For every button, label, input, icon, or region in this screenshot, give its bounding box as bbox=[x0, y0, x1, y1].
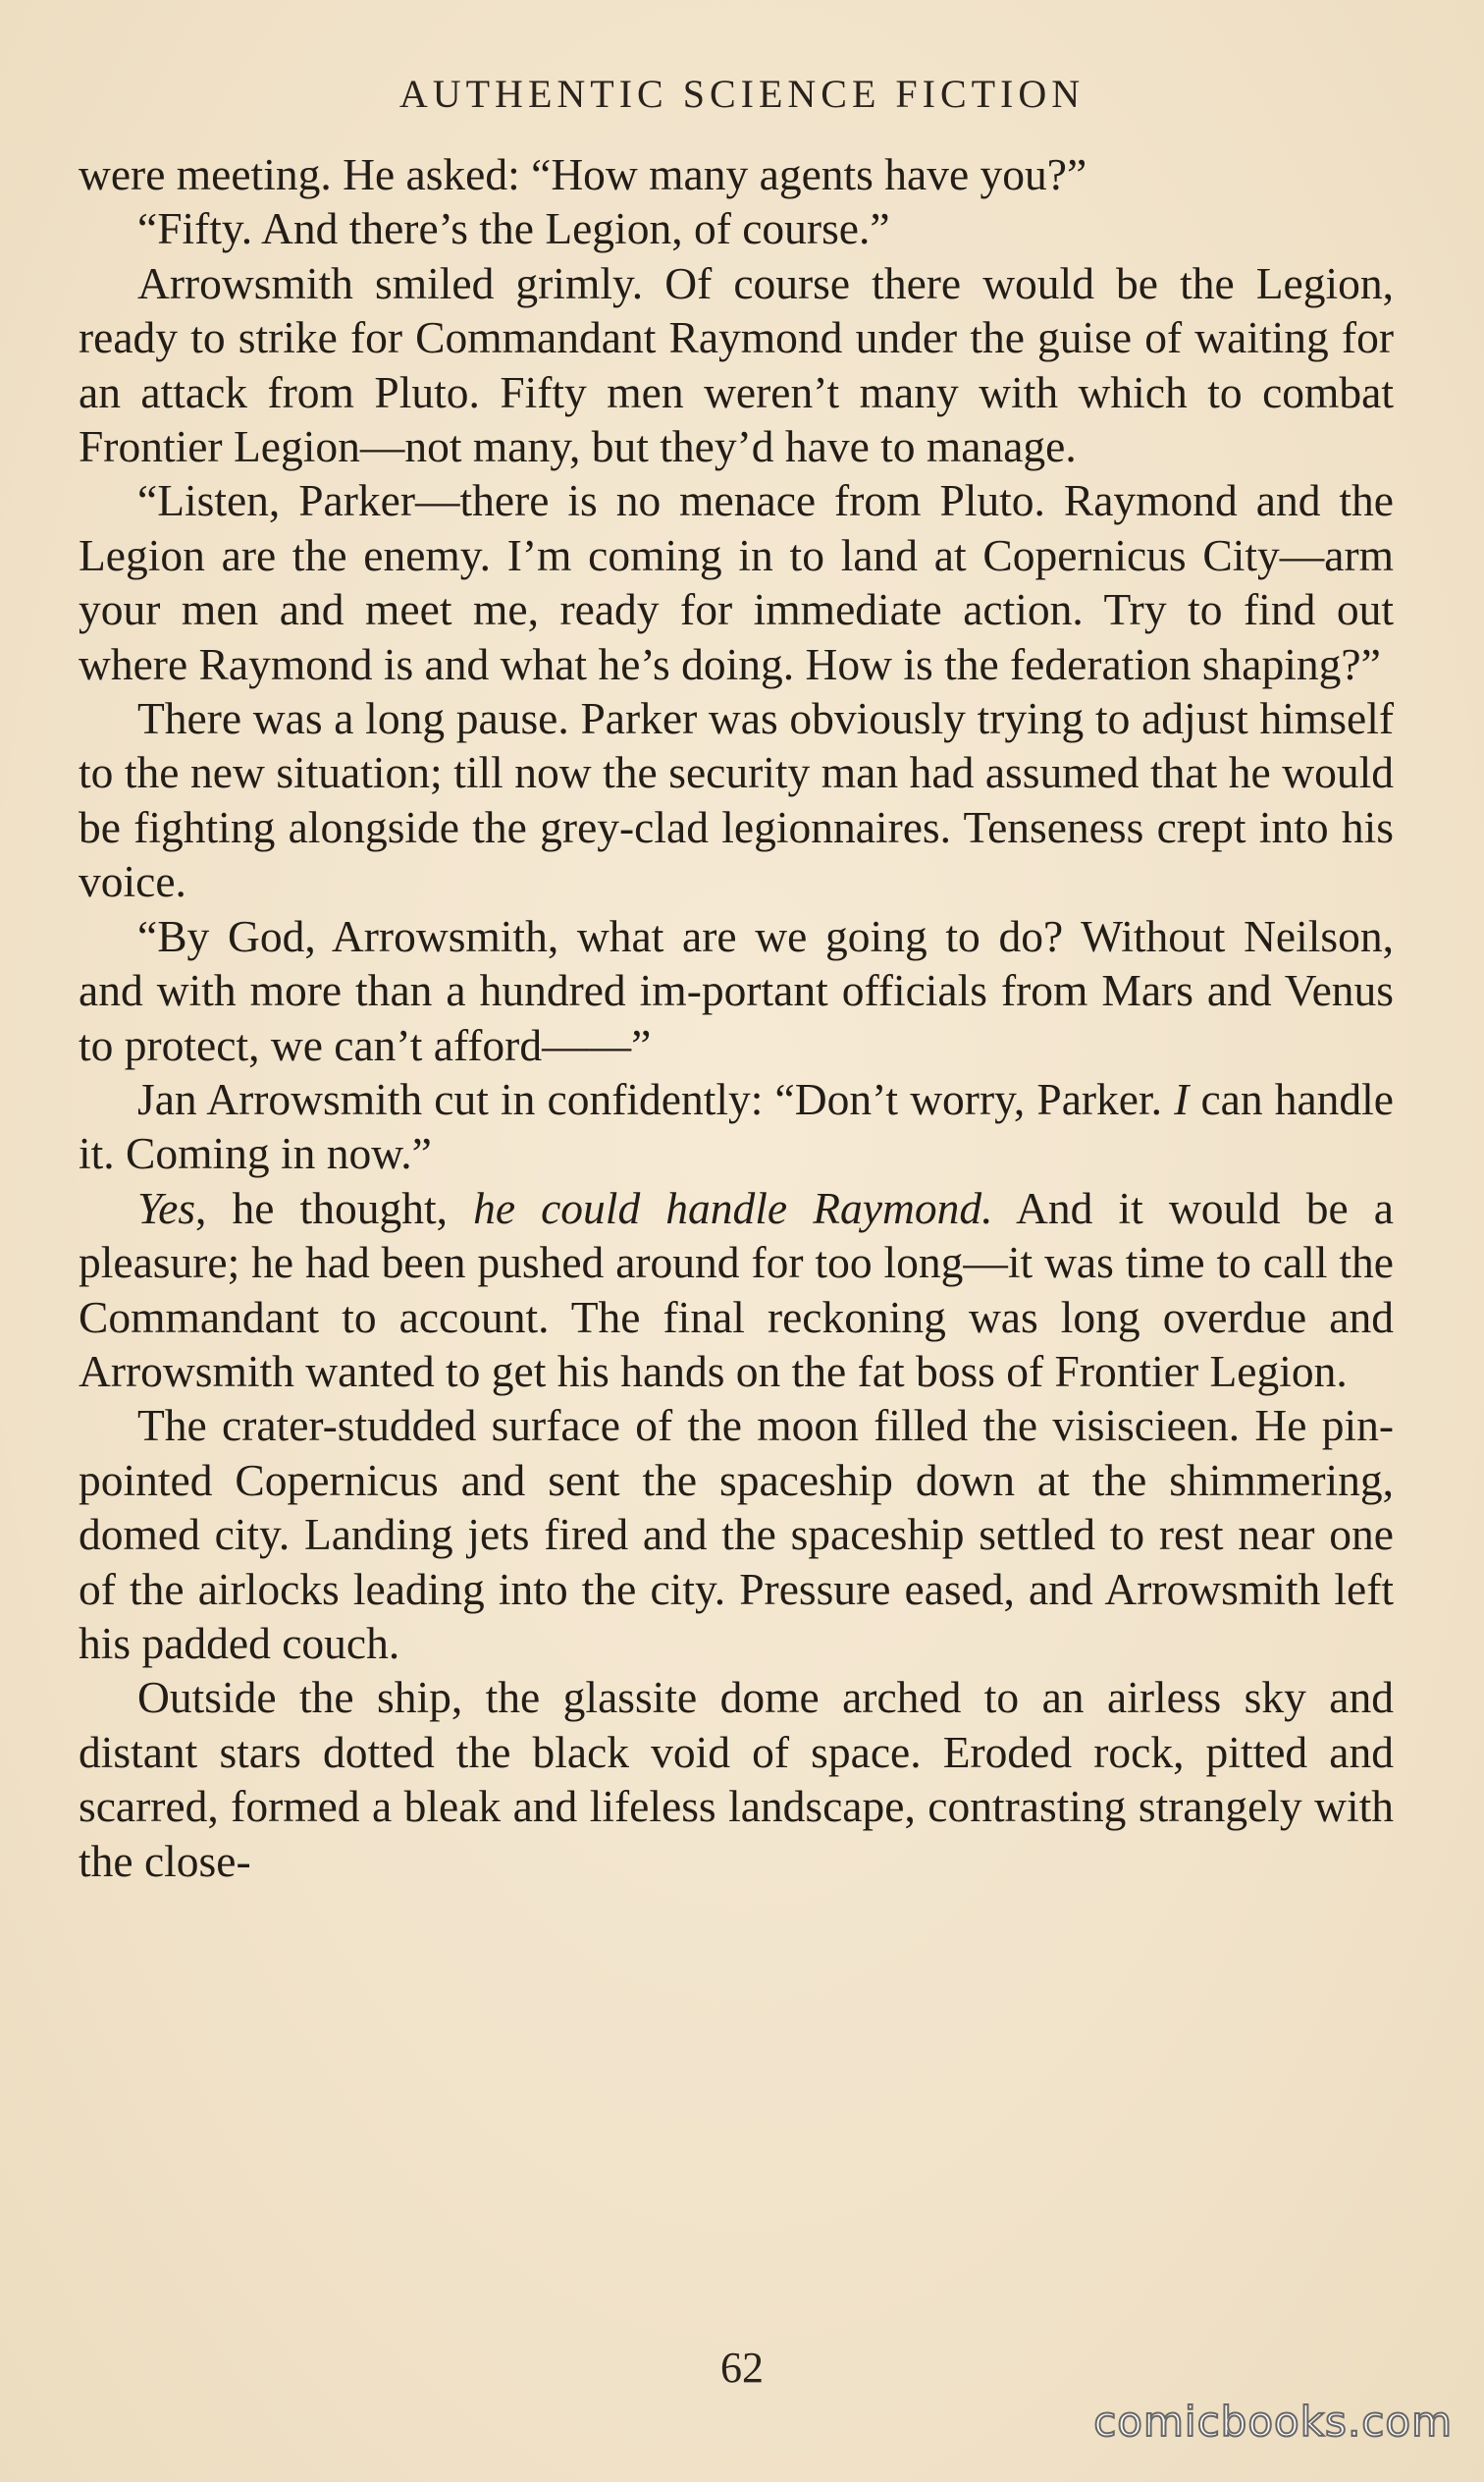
running-head: AUTHENTIC SCIENCE FICTION bbox=[398, 72, 1086, 116]
text-run: can handle it. Coming in now.” bbox=[79, 1073, 1394, 1179]
paragraph bbox=[79, 691, 1394, 909]
paragraph bbox=[79, 1072, 1394, 1181]
page-number: 62 bbox=[720, 2344, 764, 2392]
paragraph bbox=[79, 147, 1394, 201]
text-run: “By God, Arrowsmith, what are we going to do? Without Neilson, and with more than a hundred im-portant officials from Mars and Venus to protect, we can’t afford——” bbox=[79, 910, 1394, 1070]
text-run: “Fifty. And there’s the Legion, of course.” bbox=[137, 203, 890, 254]
body-text bbox=[79, 147, 1394, 1888]
watermark-logo: comicbooks.com bbox=[1093, 2398, 1453, 2446]
paragraph bbox=[79, 1670, 1394, 1888]
text-run: Jan Arrowsmith cut in confidently: “Don’t worry, Parker. bbox=[137, 1073, 1175, 1124]
paragraph bbox=[79, 473, 1394, 691]
text-run: There was a long pause. Parker was obviously trying to adjust himself to the new situation; till now the security man had assumed that he would be fighting alongside the grey-clad legionnaires. Tenseness crept into his voice. bbox=[79, 693, 1394, 907]
text-run: Outside the ship, the glassite dome arched to an airless sky and distant stars dotted the black void of space. Eroded rock, pitted and scarred, formed a bleak and lifeless landscape, contrasting strangely with the close- bbox=[79, 1672, 1394, 1886]
text-run: The crater-studded surface of the moon filled the visiscieen. He pin-pointed Copernicus and sent the spaceship down at the shimmering, domed city. Landing jets fired and the spaceship settled to rest near one of the airlocks leading into the city. Pressure eased, and Arrowsmith left his padded couch. bbox=[79, 1400, 1394, 1668]
paragraph bbox=[79, 1181, 1394, 1399]
paragraph bbox=[79, 201, 1394, 255]
text-run: Arrowsmith smiled grimly. Of course there would be the Legion, ready to strike for Commandant Raymond under the guise of waiting for an attack from Pluto. Fifty men weren’t many with which to combat Frontier Legion—not many, but they’d have to manage. bbox=[79, 257, 1394, 472]
paragraph bbox=[79, 909, 1394, 1072]
text-run: And it would be a pleasure; he had been pushed around for too long—it was time to call the Commandant to account. The final reckoning was long overdue and Arrowsmith wanted to get his hands on the fat boss of Frontier Legion. bbox=[79, 1182, 1394, 1396]
italic-text: I bbox=[1174, 1073, 1190, 1124]
paragraph bbox=[79, 1398, 1394, 1670]
text-run: were meeting. He asked: “How many agents have you?” bbox=[79, 149, 1087, 199]
italic-text: Yes bbox=[137, 1182, 196, 1233]
text-run: , he thought, bbox=[195, 1182, 474, 1233]
text-run: “Listen, Parker—there is no menace from Pluto. Raymond and the Legion are the enemy. I’m coming in to land at Copernicus City—arm your men and meet me, ready for immediate action. Try to find out where Raymond is and what he’s doing. How is the federation shaping?” bbox=[79, 475, 1394, 689]
italic-text: he could handle Raymond. bbox=[473, 1182, 993, 1233]
paragraph bbox=[79, 256, 1394, 474]
